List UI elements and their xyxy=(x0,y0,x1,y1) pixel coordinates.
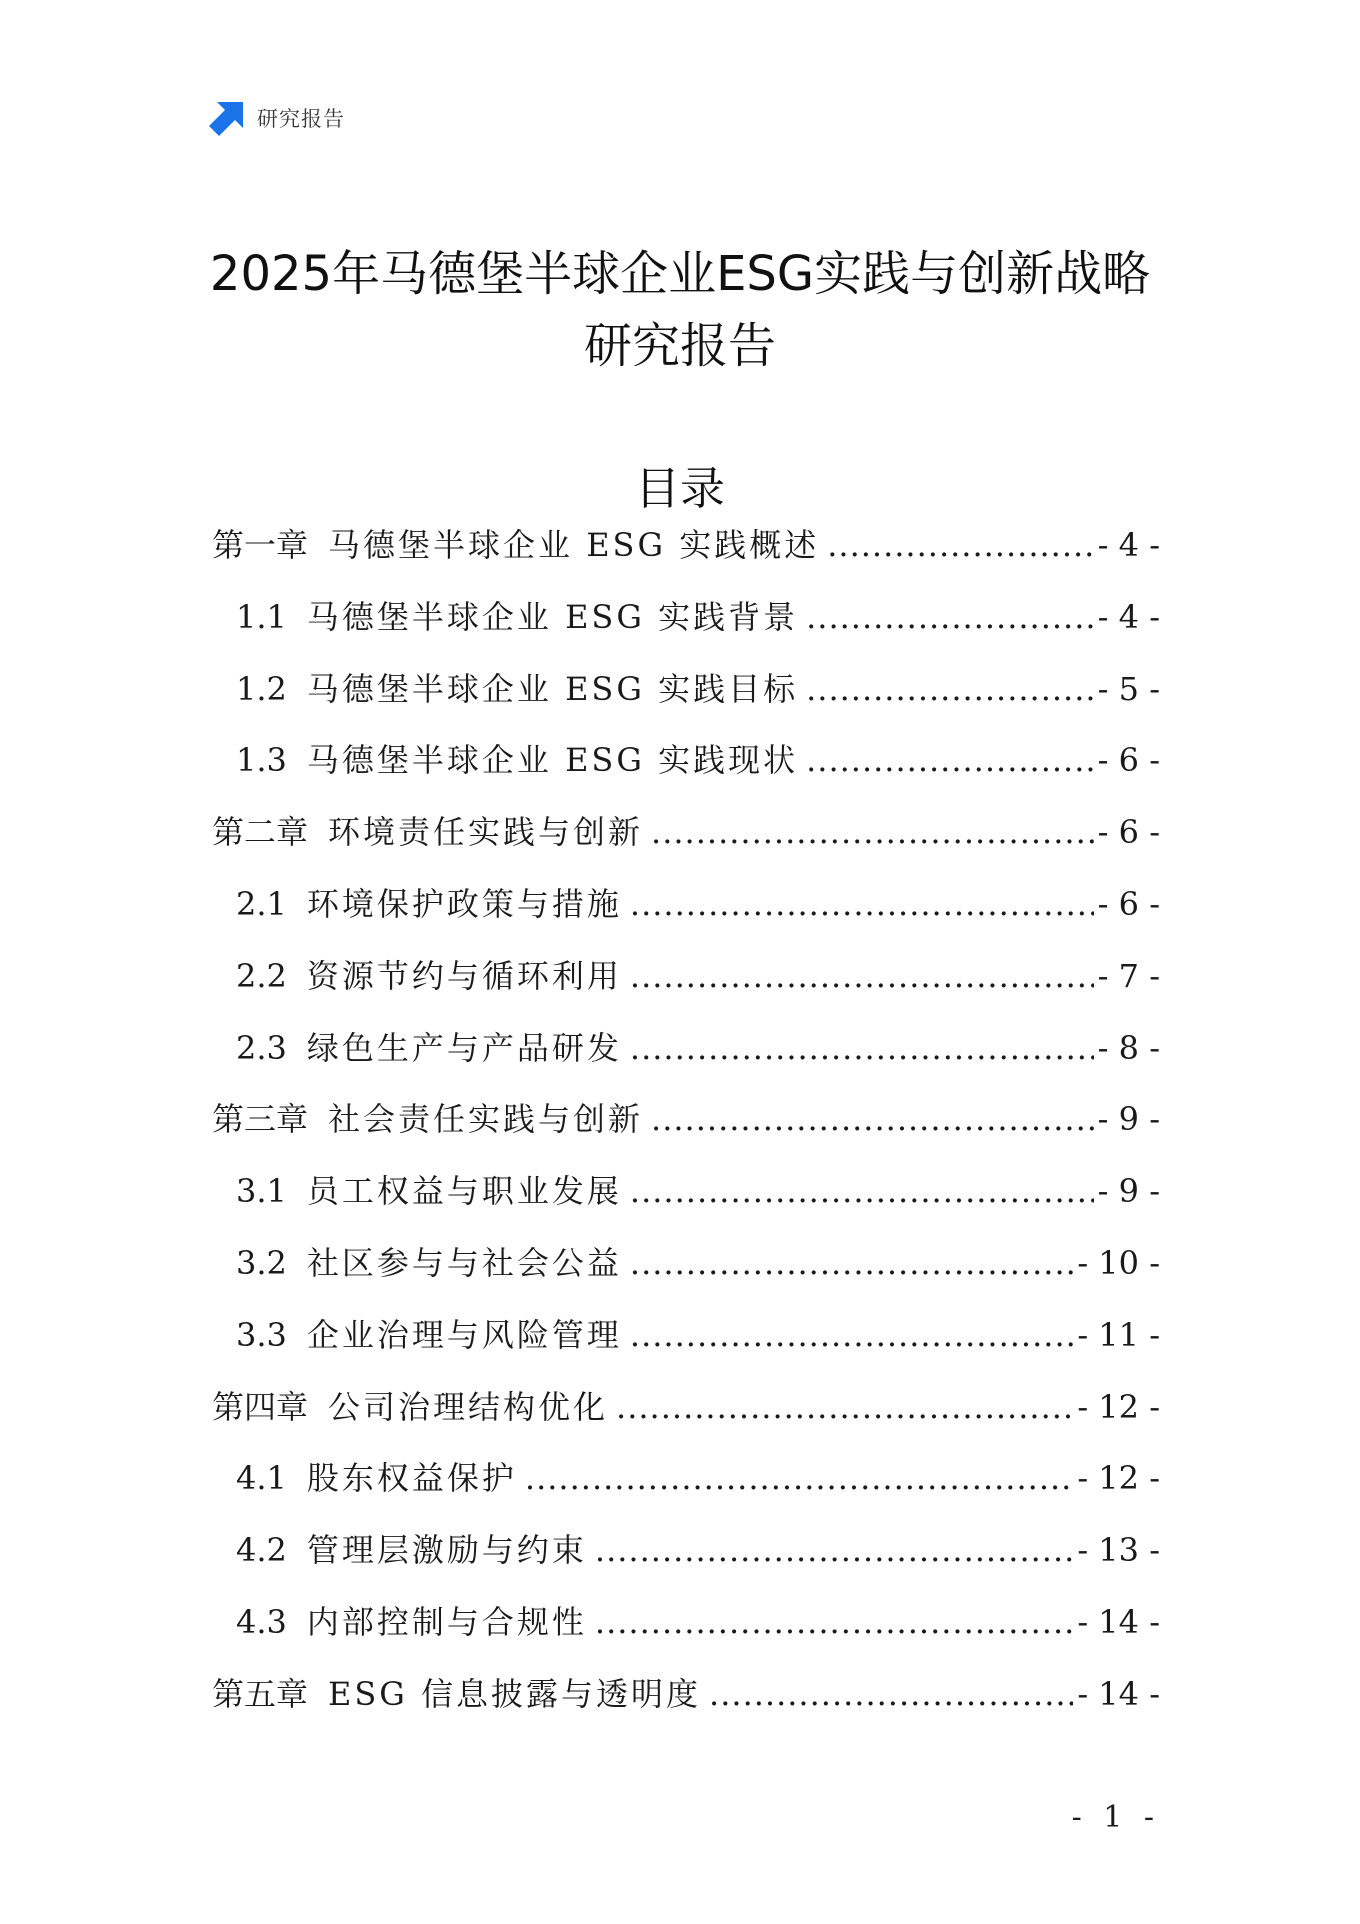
toc-section-entry[interactable] xyxy=(212,1453,1160,1525)
toc-entry-page: - 6 - xyxy=(1097,884,1160,923)
toc-entry-title: 内部控制与合规性 xyxy=(306,1602,587,1641)
toc-entry-title: 绿色生产与产品研发 xyxy=(306,1028,622,1067)
toc-entry-number: 第二章 xyxy=(212,813,309,852)
toc-chapter-entry[interactable] xyxy=(212,1382,1160,1454)
toc-entry-title: 员工权益与职业发展 xyxy=(306,1172,622,1211)
toc-entry-page: - 7 - xyxy=(1097,956,1160,995)
toc-entry-number: 第五章 xyxy=(212,1674,309,1713)
toc-entry-page: - 12 - xyxy=(1077,1459,1160,1498)
toc-entry-page: - 14 - xyxy=(1077,1674,1160,1713)
toc-section-entry[interactable] xyxy=(212,879,1160,951)
toc-entry-page: - 4 - xyxy=(1097,526,1160,564)
toc-entry-title: ESG 信息披露与透明度 xyxy=(328,1674,702,1713)
report-title xyxy=(150,238,1210,382)
toc-chapter-entry[interactable] xyxy=(212,807,1160,879)
toc-dot-leader xyxy=(651,813,1094,851)
toc-entry-number: 3.2 xyxy=(236,1243,287,1282)
toc-entry-title: 公司治理结构优化 xyxy=(328,1387,609,1426)
toc-section-entry[interactable] xyxy=(212,1525,1160,1597)
toc-entry-number: 1.1 xyxy=(236,597,287,636)
toc-dot-leader xyxy=(709,1675,1073,1713)
toc-section-entry[interactable] xyxy=(212,1310,1160,1382)
table-of-contents xyxy=(212,520,1160,1741)
toc-dot-leader xyxy=(630,1029,1094,1067)
toc-dot-leader xyxy=(595,1531,1073,1569)
toc-section-entry[interactable] xyxy=(212,664,1160,736)
toc-entry-number: 第三章 xyxy=(212,1100,309,1139)
toc-entry-title: 马德堡半球企业 ESG 实践背景 xyxy=(306,597,799,636)
arrow-up-right-icon xyxy=(209,100,245,136)
toc-dot-leader xyxy=(630,957,1094,995)
toc-dot-leader xyxy=(595,1603,1073,1641)
toc-entry-number: 4.3 xyxy=(236,1602,287,1641)
toc-entry-number: 4.2 xyxy=(236,1531,287,1570)
toc-section-entry[interactable] xyxy=(212,1597,1160,1669)
toc-section-entry[interactable] xyxy=(212,1166,1160,1238)
toc-dot-leader xyxy=(806,670,1094,708)
toc-entry-page: - 8 - xyxy=(1097,1028,1160,1067)
toc-dot-leader xyxy=(630,1172,1094,1210)
toc-entry-page: - 10 - xyxy=(1077,1243,1160,1282)
toc-entry-number: 3.1 xyxy=(236,1172,287,1211)
toc-dot-leader xyxy=(630,1244,1073,1282)
toc-entry-title: 环境保护政策与措施 xyxy=(306,884,622,923)
toc-section-entry[interactable] xyxy=(212,735,1160,807)
toc-entry-number: 第四章 xyxy=(212,1387,309,1426)
toc-section-entry[interactable] xyxy=(212,592,1160,664)
toc-entry-page: - 5 - xyxy=(1097,669,1160,708)
page-number: - 1 - xyxy=(1071,1800,1160,1835)
toc-entry-title: 环境责任实践与创新 xyxy=(328,813,644,852)
toc-chapter-entry[interactable] xyxy=(212,1094,1160,1166)
toc-chapter-entry[interactable] xyxy=(212,1669,1160,1741)
report-header xyxy=(209,100,345,136)
toc-entry-page: - 14 - xyxy=(1077,1602,1160,1641)
toc-entry-title: 企业治理与风险管理 xyxy=(306,1315,622,1354)
toc-entry-title: 马德堡半球企业 ESG 实践目标 xyxy=(306,669,799,708)
header-label: 研究报告 xyxy=(257,107,345,131)
toc-entry-title: 资源节约与循环利用 xyxy=(306,956,622,995)
toc-section-entry[interactable] xyxy=(212,1238,1160,1310)
toc-entry-page: - 11 - xyxy=(1077,1315,1160,1354)
toc-dot-leader xyxy=(630,1316,1073,1354)
title-line-2: 研究报告 xyxy=(583,318,776,374)
toc-dot-leader xyxy=(651,1100,1094,1138)
toc-entry-page: - 12 - xyxy=(1077,1387,1160,1426)
toc-entry-number: 2.3 xyxy=(236,1028,287,1067)
toc-entry-title: 管理层激励与约束 xyxy=(306,1531,587,1570)
toc-entry-title: 社会责任实践与创新 xyxy=(328,1100,644,1139)
toc-entry-title: 马德堡半球企业 ESG 实践现状 xyxy=(306,741,799,780)
toc-entry-number: 4.1 xyxy=(236,1459,287,1498)
toc-entry-page: - 6 - xyxy=(1097,813,1160,852)
toc-entry-page: - 13 - xyxy=(1077,1531,1160,1570)
toc-entry-page: - 4 - xyxy=(1097,597,1160,636)
toc-dot-leader xyxy=(525,1459,1073,1497)
toc-dot-leader xyxy=(806,741,1094,779)
toc-entry-number: 1.2 xyxy=(236,669,287,708)
toc-section-entry[interactable] xyxy=(212,1023,1160,1095)
toc-dot-leader xyxy=(806,598,1094,636)
toc-heading: 目录 xyxy=(634,462,725,515)
toc-entry-number: 3.3 xyxy=(236,1315,287,1354)
toc-dot-leader xyxy=(630,885,1094,923)
toc-entry-number: 2.1 xyxy=(236,884,287,923)
toc-entry-page: - 6 - xyxy=(1097,741,1160,780)
toc-entry-title: 股东权益保护 xyxy=(306,1459,517,1498)
toc-section-entry[interactable] xyxy=(212,951,1160,1023)
toc-entry-number: 第一章 xyxy=(212,526,309,564)
toc-entry-title: 马德堡半球企业 ESG 实践概述 xyxy=(328,526,820,564)
toc-dot-leader xyxy=(827,526,1093,564)
toc-entry-number: 2.2 xyxy=(236,956,287,995)
toc-dot-leader xyxy=(616,1388,1073,1426)
toc-chapter-entry[interactable] xyxy=(212,520,1160,592)
toc-entry-page: - 9 - xyxy=(1097,1172,1160,1211)
toc-entry-number: 1.3 xyxy=(236,741,287,780)
toc-entry-page: - 9 - xyxy=(1097,1100,1160,1139)
title-line-1: 2025年马德堡半球企业ESG实践与创新战略 xyxy=(209,246,1151,302)
toc-entry-title: 社区参与与社会公益 xyxy=(306,1243,622,1282)
